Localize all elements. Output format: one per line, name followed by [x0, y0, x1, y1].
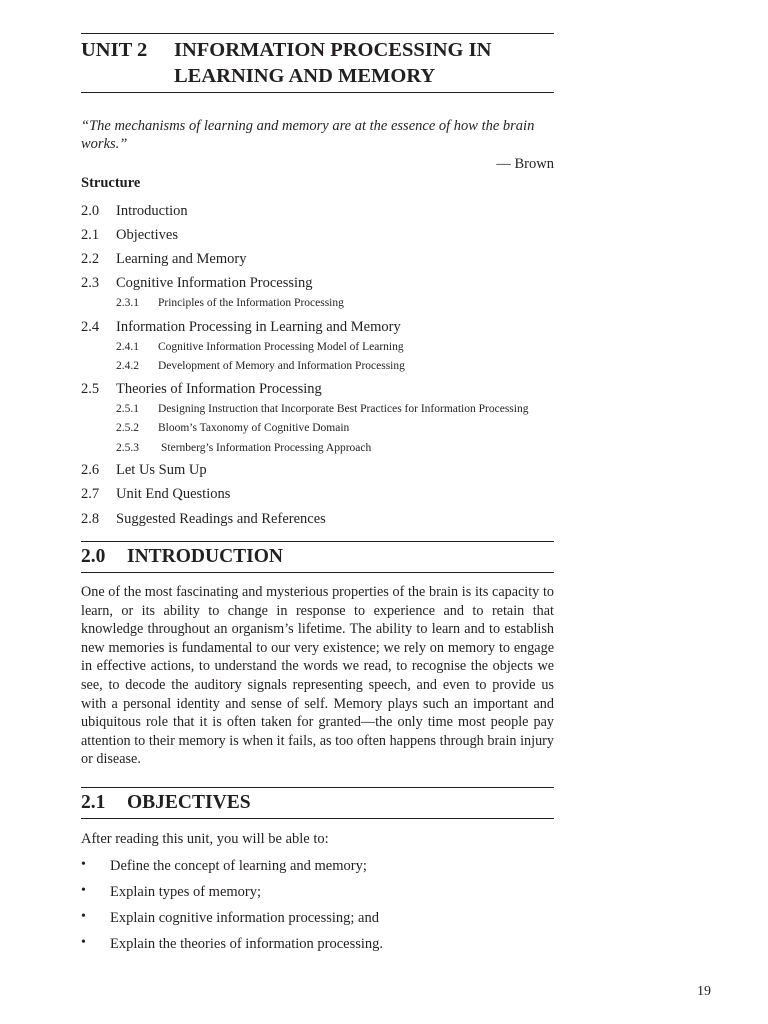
bullet-icon: • — [81, 909, 86, 924]
introduction-paragraph: One of the most fascinating and mysterious properties of the brain is its capacity to learn, or its ability to change in response to experience and to retain that knowledge throughout an organism’s lifetime. The ability to learn and to establish new memories is fundamental to our very existence; we rely on memory to engage in effective actions, to understand the words we read, to recognise the objects we see, to decode the auditory signals representing speech, and even to provide us with a personal identity and sense of self. Memory plays such an important and ubiquitous role that it is often taken for granted—the only time most people pay attention to their memory is when it fails, as too often happens through brain injury or disease. — [81, 584, 554, 768]
bullet-icon: • — [81, 857, 86, 872]
section-number: 2.0 — [81, 546, 106, 567]
toc-subitem-label: Cognitive Information Processing Model of Learning — [158, 341, 404, 353]
toc-item-number: 2.7 — [81, 486, 100, 502]
section-title: OBJECTIVES — [127, 792, 251, 813]
toc-subitem-number: 2.3.1 — [116, 297, 139, 309]
objective-text: Explain cognitive information processing; and — [110, 910, 379, 926]
section-number: 2.1 — [81, 792, 106, 813]
unit-heading — [81, 33, 554, 93]
toc-item-label: Let Us Sum Up — [116, 462, 207, 478]
toc-item-number: 2.4 — [81, 319, 100, 335]
toc-subitem-label: Designing Instruction that Incorporate Best Practices for Information Processing — [158, 403, 529, 415]
unit-title — [174, 37, 554, 89]
objectives-intro: After reading this unit, you will be able to: — [81, 831, 329, 847]
toc-item-label: Information Processing in Learning and Memory — [116, 319, 401, 335]
introduction-heading — [81, 541, 554, 573]
toc-item-number: 2.0 — [81, 203, 100, 219]
toc-item-number: 2.1 — [81, 227, 100, 243]
unit-label: UNIT 2 — [81, 39, 148, 61]
toc-subitem-number: 2.4.2 — [116, 360, 139, 372]
objective-text: Explain types of memory; — [110, 884, 262, 900]
bullet-icon: • — [81, 883, 86, 898]
toc-item-label: Suggested Readings and References — [116, 511, 326, 527]
section-title: INTRODUCTION — [127, 546, 284, 567]
page-number: 19 — [697, 984, 711, 999]
structure-title: Structure — [81, 175, 141, 191]
toc-item-label: Unit End Questions — [116, 486, 231, 502]
toc-item-number: 2.6 — [81, 462, 100, 478]
toc-subitem-number: 2.4.1 — [116, 341, 139, 353]
quote-author: — Brown — [496, 156, 554, 172]
unit-title-line-2: LEARNING AND MEMORY — [174, 65, 436, 87]
toc-subitem-label: Principles of the Information Processing — [158, 297, 344, 309]
toc-item-label: Objectives — [116, 227, 179, 243]
toc-item-label: Learning and Memory — [116, 251, 247, 267]
toc-item-label: Cognitive Information Processing — [116, 275, 313, 291]
objective-text: Explain the theories of information processing. — [110, 936, 384, 952]
epigraph-quote: “The mechanisms of learning and memory are at the essence of how the brain works.” — [81, 118, 535, 152]
toc-item-number: 2.8 — [81, 511, 100, 527]
toc-subitem-number: 2.5.3 — [116, 442, 139, 454]
objectives-heading — [81, 787, 554, 819]
objective-text: Define the concept of learning and memory; — [110, 858, 367, 874]
toc-subitem-label: Development of Memory and Information Processing — [158, 360, 405, 372]
toc-subitem-label: Sternberg’s Information Processing Approach — [161, 442, 372, 454]
toc-item-number: 2.5 — [81, 381, 100, 397]
bullet-icon: • — [81, 935, 86, 950]
toc-item-number: 2.2 — [81, 251, 100, 267]
toc-item-label: Introduction — [116, 203, 188, 219]
toc-subitem-number: 2.5.1 — [116, 403, 139, 415]
toc-subitem-number: 2.5.2 — [116, 422, 139, 434]
unit-title-line-1: INFORMATION PROCESSING IN — [174, 39, 492, 61]
toc-item-number: 2.3 — [81, 275, 100, 291]
toc-subitem-label: Bloom’s Taxonomy of Cognitive Domain — [158, 422, 350, 434]
toc-item-label: Theories of Information Processing — [116, 381, 322, 397]
